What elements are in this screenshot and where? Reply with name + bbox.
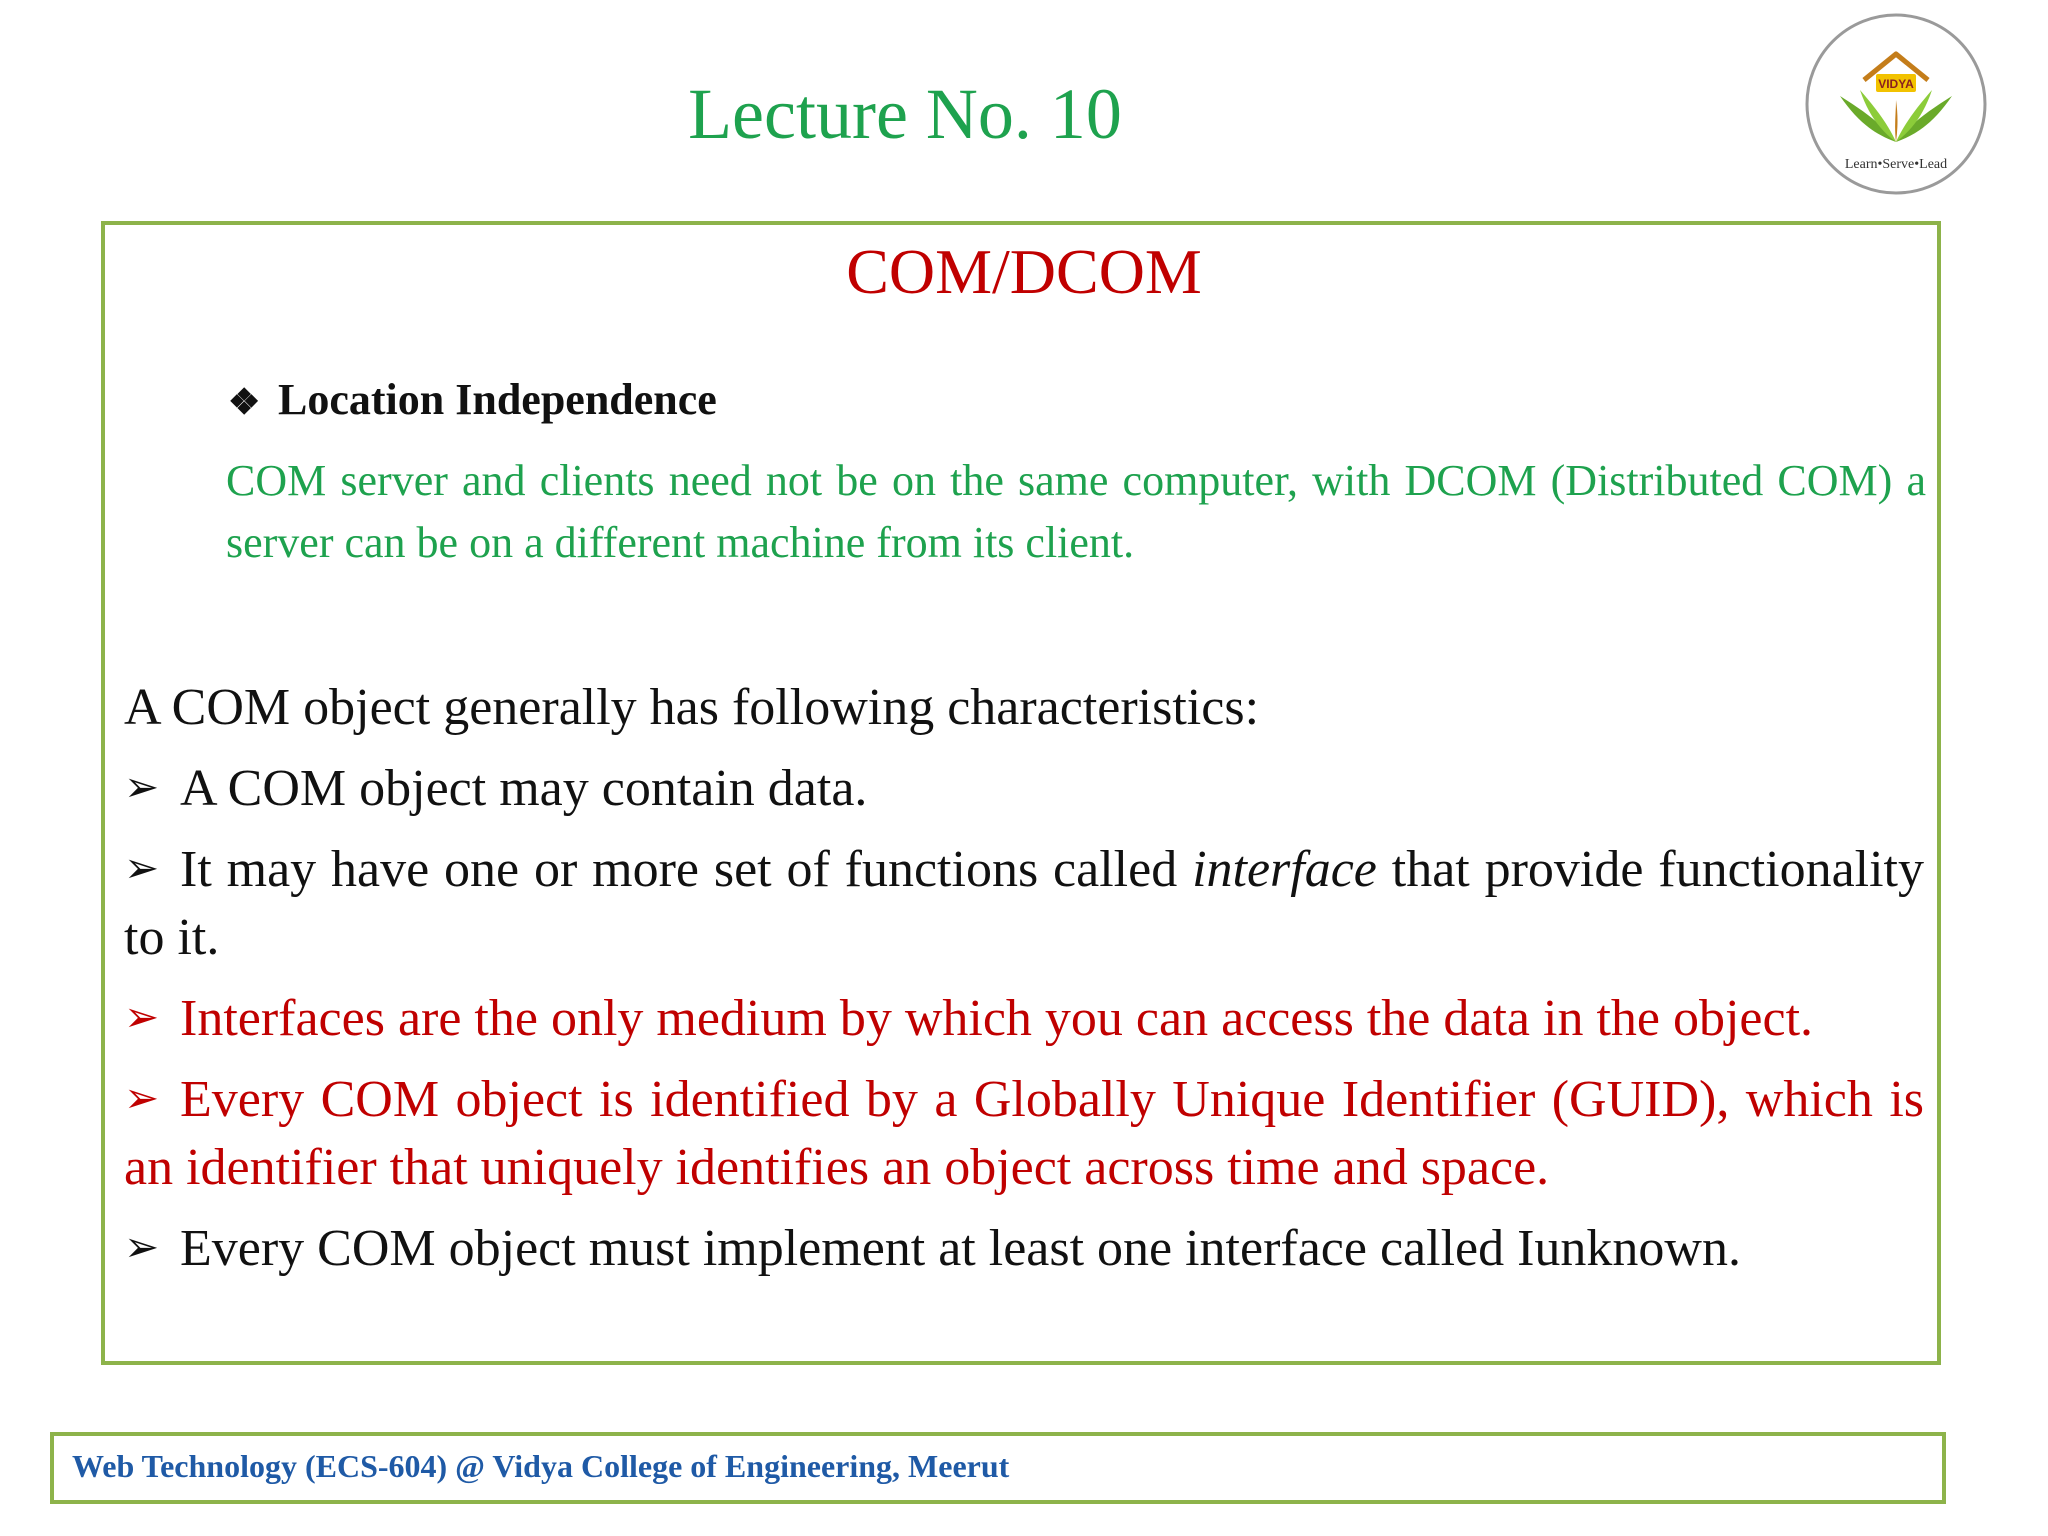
characteristics-block bbox=[124, 676, 1924, 1295]
bullet-text: Interfaces are the only medium by which you can access the data in the object. bbox=[180, 990, 1814, 1047]
bullet-text: A COM object may contain data. bbox=[180, 760, 868, 817]
arrow-bullet-icon: ➢ bbox=[124, 995, 160, 1041]
subhead-text: Location Independence bbox=[278, 375, 717, 424]
bullet-item bbox=[124, 754, 1924, 823]
footer-text: Web Technology (ECS-604) @ Vidya College of Engineering, Meerut bbox=[72, 1448, 1010, 1484]
bullet-item bbox=[124, 1065, 1924, 1202]
bullet-item bbox=[124, 1214, 1924, 1283]
location-independence-paragraph: COM server and clients need not be on the same computer, with DCOM (Distributed COM) a server can be on a different machine from its client. bbox=[226, 456, 1926, 567]
logo-tagline: Learn•Serve•Lead bbox=[1844, 157, 1948, 172]
bullet-text: Every COM object must implement at least one interface called Iunknown. bbox=[180, 1220, 1741, 1277]
section-title: COM/DCOM bbox=[846, 236, 1202, 307]
logo-name: VIDYA bbox=[1878, 77, 1914, 91]
arrow-bullet-icon: ➢ bbox=[124, 1225, 160, 1271]
characteristics-intro: A COM object generally has following characteristics: bbox=[124, 679, 1260, 736]
bullet-text: that provide functionality to it. bbox=[124, 841, 1925, 966]
arrow-bullet-icon: ➢ bbox=[124, 765, 160, 811]
diamond-bullet-icon: ❖ bbox=[228, 382, 261, 422]
bullet-item bbox=[124, 984, 1924, 1053]
bullet-text: It may have one or more set of functions called bbox=[180, 841, 1193, 898]
bullet-emphasis: interface bbox=[1192, 841, 1377, 898]
location-independence-heading bbox=[228, 375, 717, 424]
vidya-logo bbox=[1802, 10, 1990, 198]
lecture-title: Lecture No. 10 bbox=[688, 74, 1122, 154]
arrow-bullet-icon: ➢ bbox=[124, 846, 160, 892]
bullet-item bbox=[124, 835, 1924, 972]
arrow-bullet-icon: ➢ bbox=[124, 1076, 160, 1122]
bullet-text: Every COM object is identified by a Globally Unique Identifier (GUID), which is an identifier that uniquely identifies an object across time and space. bbox=[124, 1071, 1924, 1196]
